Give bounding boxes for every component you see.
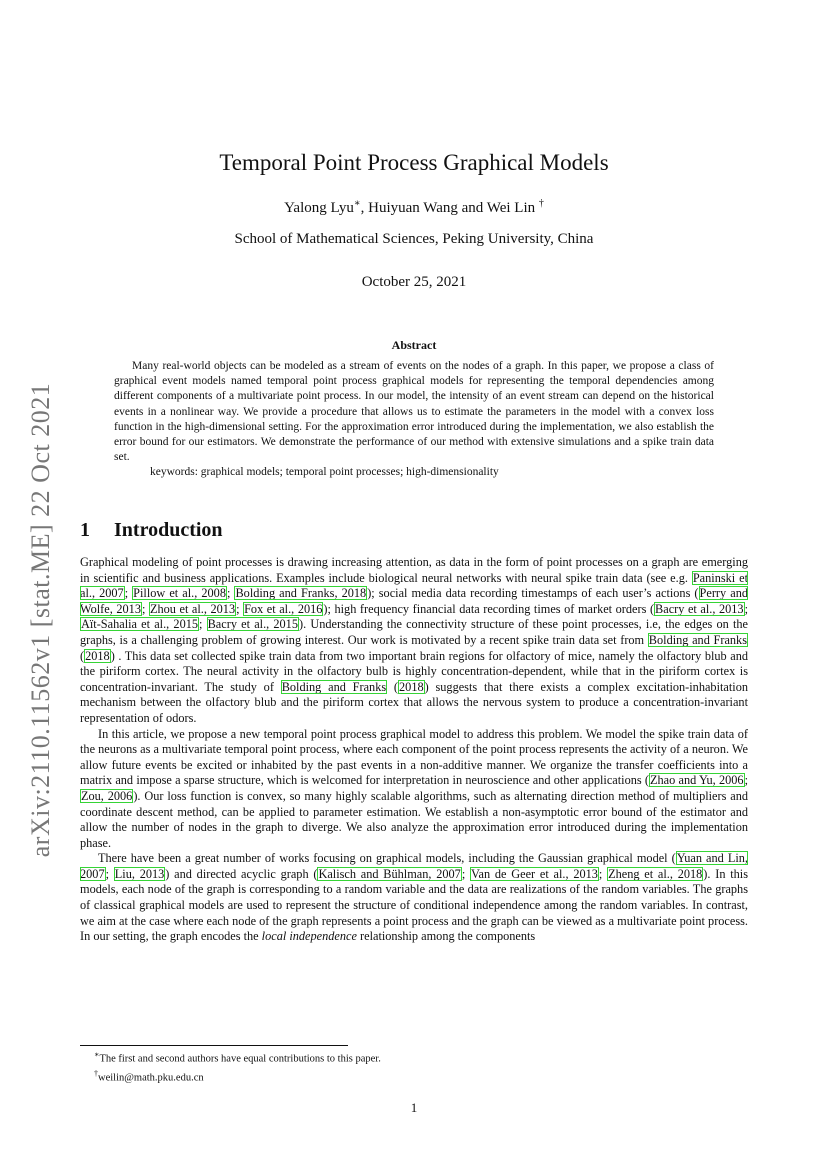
citation-link[interactable]: Paninski et al., 2007 (80, 570, 748, 601)
citation-link[interactable]: Yuan and Lin, 2007 (80, 851, 748, 881)
text-run: ; (141, 601, 149, 616)
author-1: Yalong Lyu (284, 200, 354, 216)
citation-link[interactable]: Bolding and Franks (648, 632, 747, 647)
text-run: In this article, we propose a new temporal point process graphical model to address this problem. We model the spike train data of the neurons as a multivariate temporal point process, where each component of the point process represents the activity of a neuron. We allow future events be excited or inhabited by the past events in a non-additive manner. We organize the transfer coefficients into a matrix and impose a sparse structure, which is welcomed for interpretation in neuroscience and other applications ( (80, 726, 748, 788)
introduction-body (80, 555, 748, 945)
text-run: ; (105, 866, 114, 881)
citation-link[interactable]: 2018 (399, 679, 424, 694)
citation-link[interactable]: Kalisch and Bühlman, 2007 (318, 866, 461, 881)
text-run: ); social media data recording timestamps of each user’s actions ( (367, 586, 699, 601)
abstract-text: Many real-world objects can be modeled as a stream of events on the nodes of a graph. In this paper, we propose a class of graphical event models named temporal point process graphical models for representing the temporal dependencies among different components of a multivariate point process. In our model, the intensity of an event stream can depend on the historical events in a nonlinear way. We provide a procedure that allows us to estimate the parameters in the model with a convex loss function in the high-dimensional setting. For the approximation error introduced during the implementation, we also establish the error bound for our estimators. We demonstrate the performance of our method with extensive simulations and a spike train data set. (114, 360, 714, 464)
text-run: Graphical modeling of point processes is drawing increasing attention, as data in the form of point processes on a graph are emerging in scientific and business applications. Examples include biological neural networks with neural spike train data (see e.g. (80, 555, 748, 585)
text-run: ; (744, 601, 749, 616)
keywords: keywords: graphical models; temporal point processes; high-dimensionality (150, 466, 499, 479)
intro-paragraph-3 (80, 851, 748, 945)
text-run: ; (598, 866, 608, 881)
paper-date: October 25, 2021 (361, 274, 467, 290)
citation-link[interactable]: Bolding and Franks (281, 679, 387, 694)
citation-link[interactable]: Pillow et al., 2008 (133, 586, 226, 601)
section-heading (80, 519, 223, 542)
footnote-1 (80, 1048, 748, 1067)
text-run: ) suggests that there exists a complex excitation-inhabitation mechanism between the olfactory blub and the piriform cortex that allows the nervous system to produce a concentration-invariant representation of odors. (80, 679, 748, 725)
affiliation: School of Mathematical Sciences, Peking University, China (234, 231, 594, 247)
page-number: 1 (410, 1100, 418, 1115)
citation-link[interactable]: Bacry et al., 2013 (655, 601, 744, 616)
footnote-mark: ∗ (94, 1050, 100, 1059)
author-line (0, 198, 828, 217)
arxiv-watermark (16, 360, 66, 880)
citation-link[interactable]: Zhou et al., 2013 (149, 601, 236, 616)
footnote-email[interactable]: weilin@math.pku.edu.cn (98, 1072, 204, 1083)
citation-link[interactable]: Zou, 2006 (81, 788, 133, 803)
text-run: ( (80, 648, 85, 663)
equal-contribution-mark[interactable]: ∗ (353, 198, 361, 209)
text-run: ; (744, 773, 748, 788)
emphasis-text: local independence (261, 929, 357, 944)
citation-link[interactable]: Perry and Wolfe, 2013 (80, 586, 748, 616)
section-title: Introduction (114, 519, 223, 541)
text-run: ; (461, 866, 470, 881)
citation-link[interactable]: Zheng et al., 2018 (608, 866, 703, 881)
citation-link[interactable]: Bacry et al., 2015 (207, 617, 298, 632)
text-run: There have been a great number of works focusing on graphical models, including the Gaussian graphical model ( (98, 851, 676, 866)
arxiv-id: arXiv:2110.11562v1 [stat.ME] 22 Oct 2021 (26, 382, 55, 858)
text-run: ( (387, 679, 399, 694)
paper-title: Temporal Point Process Graphical Models (219, 150, 609, 175)
citation-link[interactable]: Bolding and Franks, 2018 (235, 586, 367, 601)
text-run: relationship among the components (356, 929, 536, 944)
citation-link[interactable]: 2018 (85, 648, 110, 663)
text-run: ). In this models, each node of the graph is corresponding to a random variable and the data are realizations of the random variables. The graphs of classical graphical models are used to represent the structure of conditional independence among the random variables. In contrast, we aim at the case where each node of the graph represents a point process and the graph can be viewed as a multivariate point process. In our setting, the graph encodes the (80, 866, 748, 944)
text-run: ). Our loss function is convex, so many highly scalable algorithms, such as alternating direction method of multipliers and coordinate descent method, can be applied to parameter estimation. We establish a non-asymptotic error bound of the estimator and allow the number of nodes in the graph to diverge. We also analyze the approximation error introduced during the implementation phase. (80, 788, 748, 850)
text-run: ) and directed acyclic graph ( (165, 866, 318, 881)
text-run: ); high frequency financial data recording times of market orders ( (323, 601, 655, 616)
abstract-heading: Abstract (391, 338, 437, 352)
text-run: ; (236, 601, 244, 616)
text-run: ; (199, 617, 207, 632)
footnote-mark: † (94, 1068, 98, 1078)
citation-link[interactable]: Aït-Sahalia et al., 2015 (81, 617, 199, 632)
text-run: ). Understanding the connectivity structure of these point processes, i.e, the edges on the graphs, is a challenging problem of growing interest. Our work is motivated by a recent spike train data set from (80, 617, 748, 647)
abstract (114, 359, 714, 481)
other-authors: , Huiyuan Wang and Wei Lin (360, 200, 539, 216)
citation-link[interactable]: Fox et al., 2016 (244, 601, 323, 616)
corresponding-author-mark[interactable]: † (538, 198, 544, 209)
footnote-text: The first and second authors have equal contributions to this paper. (99, 1053, 381, 1065)
citation-link[interactable]: Zhao and Yu, 2006 (649, 773, 744, 788)
intro-paragraph-1 (80, 555, 748, 727)
text-run: ; (124, 586, 133, 601)
footnote-2 (80, 1067, 748, 1086)
citation-link[interactable]: Liu, 2013 (114, 866, 165, 881)
footnotes (80, 1048, 748, 1085)
footnote-rule (80, 1045, 348, 1046)
text-run: ; (226, 586, 235, 601)
citation-link[interactable]: Van de Geer et al., 2013 (471, 866, 598, 881)
section-number: 1 (80, 519, 90, 541)
intro-paragraph-2 (80, 727, 748, 852)
text-run: ) . This data set collected spike train data from two important brain regions for olfactory of mice, namely the olfactory blub and the piriform cortex. The neural activity in the olfactory bulb is highly concentration-dependent, while that in the piriform cortex is concentration-invariant. The study of (80, 648, 748, 694)
